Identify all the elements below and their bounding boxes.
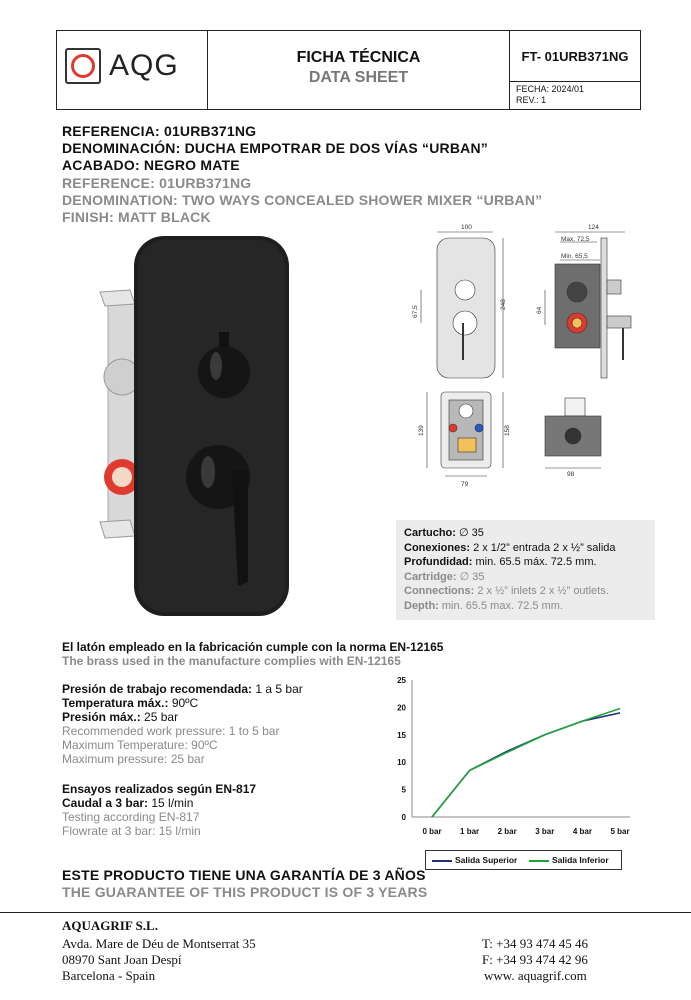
dim-158: 158 xyxy=(504,425,511,436)
dim-max: Max. 72,5 xyxy=(561,236,590,243)
x-tick-label: 5 bar xyxy=(610,827,630,836)
dim-124: 124 xyxy=(588,224,599,231)
den-es: DENOMINACIÓN: DUCHA EMPOTRAR DE DOS VÍAS “URBAN” xyxy=(62,140,488,156)
doc-code: FT- 01URB371NG xyxy=(510,31,640,82)
y-tick-label: 10 xyxy=(397,758,406,768)
ref-es: REFERENCIA: 01URB371NG xyxy=(62,123,257,139)
legend-label-inferior: Salida Inferior xyxy=(552,855,609,865)
spec-cart-label: Cartucho: xyxy=(404,527,456,539)
doc-rev: REV.: 1 xyxy=(516,95,547,105)
footer-address-3: Barcelona - Spain xyxy=(62,968,156,983)
x-tick-label: 3 bar xyxy=(535,827,555,836)
spec-con-label: Conexiones: xyxy=(404,541,471,554)
spec-prof-value: min. 65.5 máx. 72.5 mm. xyxy=(472,556,597,568)
footer-address-1: Avda. Mare de Déu de Montserrat 35 xyxy=(62,936,256,951)
title-es: FICHA TÉCNICA xyxy=(296,49,421,66)
footer-company: AQUAGRIF S.L. xyxy=(62,918,158,933)
spec-box xyxy=(396,520,655,620)
dim-248: 248 xyxy=(500,299,507,310)
legend-swatch-inferior xyxy=(529,860,549,862)
title-en: DATA SHEET xyxy=(308,69,409,86)
title-cell xyxy=(207,49,510,87)
y-tick-label: 0 xyxy=(401,813,406,822)
guarantee-es: ESTE PRODUCTO TIENE UNA GARANTÍA DE 3 AÑOS xyxy=(62,867,426,883)
x-tick-label: 0 bar xyxy=(422,827,442,836)
dim-98: 98 xyxy=(567,471,575,478)
technical-drawings xyxy=(405,220,645,500)
x-tick-label: 2 bar xyxy=(497,827,517,836)
flow-en: Flowrate at 3 bar: 15 l/min xyxy=(62,824,201,838)
spec-dep-en-value: min. 65.5 max. 72.5 mm. xyxy=(438,599,563,612)
flow-value: 15 l/min xyxy=(148,796,194,810)
fin-en: FINISH: MATT BLACK xyxy=(62,209,211,225)
footer-phone: T: +34 93 474 45 46 xyxy=(482,936,588,951)
spec-prof-label: Profundidad: xyxy=(404,556,473,568)
dim-675: 67,5 xyxy=(412,305,419,318)
pressure-work-en: Recommended work pressure: 1 to 5 bar xyxy=(62,724,280,738)
logo-icon xyxy=(65,48,101,84)
spec-con-value: 2 x 1/2” entrada 2 x ½” salida xyxy=(470,541,616,554)
den-en: DENOMINATION: TWO WAYS CONCEALED SHOWER MIXER “URBAN” xyxy=(62,192,543,208)
fin-es: ACABADO: NEGRO MATE xyxy=(62,157,240,173)
logo-cell xyxy=(57,31,208,109)
legend-swatch-superior xyxy=(432,860,452,862)
dim-64: 64 xyxy=(536,306,543,314)
y-tick-label: 25 xyxy=(397,676,406,685)
logo-text: AQG xyxy=(109,49,179,82)
legend-label-superior: Salida Superior xyxy=(455,855,518,865)
guarantee-en: THE GUARANTEE OF THIS PRODUCT IS OF 3 YEARS xyxy=(62,884,428,900)
temp-max-value: 90ºC xyxy=(168,696,199,710)
dim-min: Min. 65,5 xyxy=(561,253,588,260)
pressure-work-label: Presión de trabajo recomendada: xyxy=(62,682,253,696)
pressure-work-value: 1 a 5 bar xyxy=(252,682,303,696)
header-box xyxy=(56,30,641,110)
pressure-max-value: 25 bar xyxy=(140,710,179,724)
footer-address-2: 08970 Sant Joan Despí xyxy=(62,952,182,967)
y-tick-label: 20 xyxy=(397,703,406,713)
doc-meta xyxy=(516,84,584,106)
y-tick-label: 15 xyxy=(397,730,406,740)
spec-dep-en-label: Depth: xyxy=(404,599,439,612)
spec-con-en-value: 2 x ½” inlets 2 x ½” outlets. xyxy=(474,585,609,597)
spec-cart-value: ∅ 35 xyxy=(455,527,484,539)
tests-en: Testing according EN-817 xyxy=(62,810,200,824)
series-line-inferior xyxy=(432,708,620,817)
pressure-max-en: Maximum pressure: 25 bar xyxy=(62,752,205,766)
spec-con-en-label: Connections: xyxy=(404,585,475,597)
y-tick-label: 5 xyxy=(401,785,406,795)
norm-es: El latón empleado en la fabricación cumple con la norma EN-12165 xyxy=(62,640,444,654)
temp-max-en: Maximum Temperature: 90ºC xyxy=(62,738,218,752)
footer-divider xyxy=(0,912,691,913)
spec-cart-en-label: Cartridge: xyxy=(404,570,457,583)
ref-en: REFERENCE: 01URB371NG xyxy=(62,175,252,191)
footer-fax: F: +34 93 474 42 96 xyxy=(482,952,588,967)
dim-139: 139 xyxy=(418,425,425,436)
doc-date: FECHA: 2024/01 xyxy=(516,84,585,94)
x-tick-label: 4 bar xyxy=(572,827,592,836)
spec-cart-en-value: ∅ 35 xyxy=(456,570,485,583)
pressure-max-label: Presión máx.: xyxy=(62,710,141,724)
temp-max-label: Temperatura máx.: xyxy=(62,696,169,710)
dim-79: 79 xyxy=(461,481,469,488)
norm-en: The brass used in the manufacture complies with EN-12165 xyxy=(62,654,401,668)
flow-chart xyxy=(390,672,650,844)
dim-100: 100 xyxy=(461,224,472,231)
footer-web: www. aquagrif.com xyxy=(484,968,587,983)
x-tick-label: 1 bar xyxy=(460,827,480,836)
tests-es: Ensayos realizados según EN-817 xyxy=(62,782,257,796)
product-photo xyxy=(90,232,300,620)
flow-label: Caudal a 3 bar: xyxy=(62,796,149,810)
series-line-superior xyxy=(432,713,620,817)
chart-legend xyxy=(425,850,622,870)
code-cell xyxy=(509,31,640,109)
